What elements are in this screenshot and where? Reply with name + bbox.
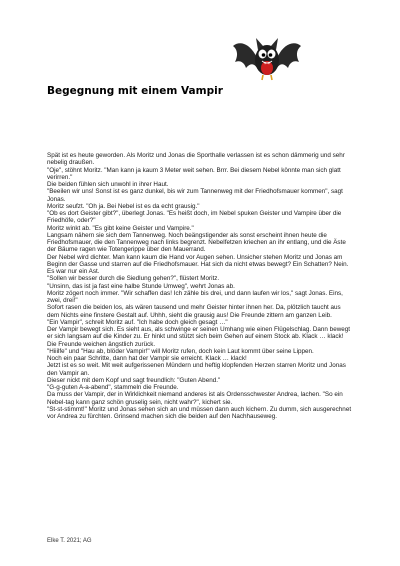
story-paragraph: Sofort rasen die beiden los, als wären tausend und mehr Geister hinter ihnen her. Da, plötzlich taucht aus dem Nichts eine finstere Gestalt auf. Uhhh, sieht die grausig aus! Die Freunde zittern am ganzen Leib. <box>47 304 341 319</box>
story-text <box>47 152 353 420</box>
story-paragraph: Langsam nähern sie sich dem Tannenweg. Noch beängstigender als sonst erscheint ihnen heute die Friedhofsmauer, die den Tannenweg nach links begrenzt. Nebelfetzen kriechen an ihr entlang, und die Äste der Bäume ragen wie Totengerippe über den Mauerrand. <box>47 231 346 254</box>
story-paragraph: Moritz winkt ab. "Es gibt keine Geister und Vampire." <box>47 224 194 232</box>
story-paragraph: Der Vampir bewegt sich. Es sieht aus, als schwinge er seinen Umhang wie einen Flügelschlag. Dann bewegt er sich langsam auf die Kinder zu. Er hinkt und stützt sich beim Gehen auf einem Stock ab. Klack … klack! <box>47 326 350 341</box>
story-paragraph: "G-g-guten A-a-abend", stammeln die Freunde. <box>47 384 179 391</box>
story-paragraph: "Unsinn, das ist ja fast eine halbe Stunde Umweg", wehrt Jonas ab. <box>47 282 235 290</box>
story-paragraph: Noch ein paar Schritte, dann hat der Vampir sie erreicht. Klack … klack! <box>47 355 247 362</box>
story-paragraph: Die beiden fühlen sich unwohl in ihrer Haut. <box>47 181 169 188</box>
story-paragraph: Der Nebel wird dichter. Man kann kaum die Hand vor Augen sehen. Unsicher stehen Moritz und Jonas am Beginn der Gasse und starren auf die Friedhofsmauer. Hat sich da nicht etwas bewegt? Ein Schatten? Nein. Es war nur ein Ast. <box>47 253 349 275</box>
story-paragraph: Jetzt ist es so weit. Mit weit aufgerissenen Mündern und heftig klopfenden Herzen starren Moritz und Jonas den Vampir an. <box>47 362 346 377</box>
story-paragraph: "Ob es dort Geister gibt?", überlegt Jonas. "Es heißt doch, im Nebel spuken Geister und Vampire über die Friedhöfe, oder?" <box>47 210 342 225</box>
story-paragraph: Moritz zögert noch immer. "Wir schaffen das! Ich zähle bis drei, und dann laufen wir los," sagt Jonas. Eins, zwei, drei!" <box>47 289 343 304</box>
story-paragraph: "St-st-stimmt!" Moritz und Jonas sehen sich an und müssen dann auch kichern. Zu dumm, sich ausgerechnet vor Andrea zu fürchten. Grinsend machen sich die beiden auf den Nachhauseweg. <box>47 405 352 420</box>
story-paragraph: "Sollen wir besser durch die Siedlung gehen?", flüstert Moritz. <box>47 275 220 283</box>
story-title: Begegnung mit einem Vampir <box>47 85 223 97</box>
story-paragraph: "Oje", stöhnt Moritz. "Man kann ja kaum 3 Meter weit sehen. Brrr. Bei diesem Nebel könnte man sich glatt verirren." <box>47 166 341 181</box>
author-footer: Elke T. 2021; AG <box>47 538 92 544</box>
story-paragraph: Moritz seufzt. "Oh ja. Bei Nebel ist es da echt grausig." <box>47 202 200 210</box>
story-paragraph: Da muss der Vampir, der in Wirklichkeit niemand anderes ist als Ordensschwester Andrea, lachen. "So ein Nebel-tag kann ganz schön gruselig sein, nicht wahr?", kichert sie. <box>47 391 343 406</box>
story-paragraph: Die Freunde weichen ängstlich zurück. <box>47 340 156 348</box>
story-paragraph: "Hiiilfe" und "Hau ab, blöder Vampir!" will Moritz rufen, doch kein Laut kommt über seine Lippen. <box>47 347 314 355</box>
story-paragraph: Spät ist es heute geworden. Als Moritz und Jonas die Sporthalle verlassen ist es schon dämmerig und sehr nebelig draußen. <box>47 152 345 167</box>
story-paragraph: "Beeilen wir uns! Sonst ist es ganz dunkel, bis wir zum Tannenweg mit der Friedhofsmauer kommen", sagt Jonas. <box>47 188 343 203</box>
vampire-bat-icon <box>232 30 302 92</box>
story-paragraph: Dieser nickt mit dem Kopf und sagt freundlich: "Guten Abend." <box>47 376 221 384</box>
story-paragraph: "Ein Vampir", schreit Moritz auf. "Ich habe doch gleich gesagt …" <box>47 318 228 326</box>
